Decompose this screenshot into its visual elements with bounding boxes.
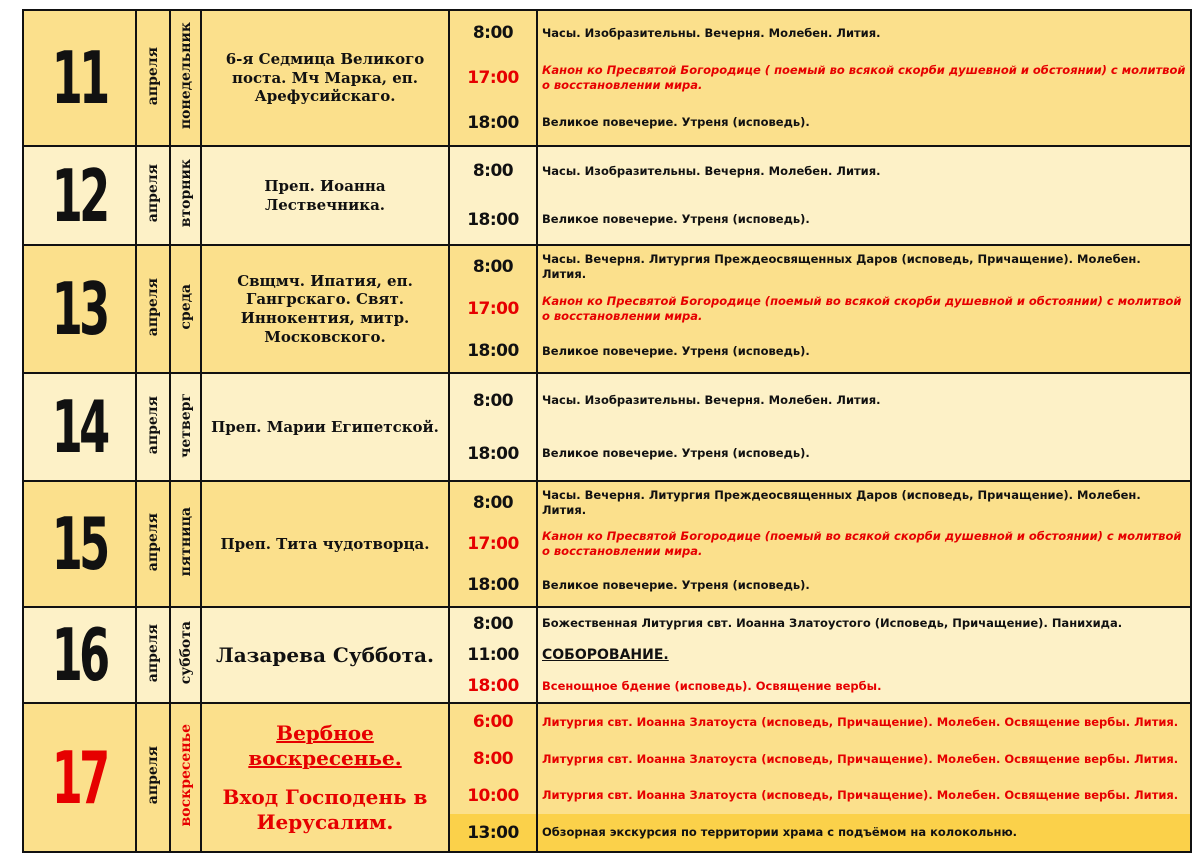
month-label: апреля — [145, 623, 161, 683]
service-desc: Часы. Изобразительны. Вечерня. Молебен. Лития. — [542, 393, 881, 408]
month-label: апреля — [145, 512, 161, 572]
weekday-label: понедельник — [177, 22, 194, 130]
saint-line: Московского. — [264, 327, 386, 346]
weekday-label: пятница — [177, 507, 194, 577]
month-label: апреля — [145, 164, 161, 223]
day-row-11 — [23, 10, 1191, 146]
service-time: 8:00 — [472, 257, 514, 277]
saint-cell — [201, 10, 449, 146]
service-desc: Великое повечерие. Утреня (исповедь). — [542, 212, 810, 227]
saint-line: Арефусийскаго. — [254, 87, 396, 106]
service-time: 18:00 — [467, 443, 519, 464]
day-row-15 — [23, 481, 1191, 607]
month-label: апреля — [145, 395, 161, 455]
date-number: 17 — [52, 735, 107, 820]
service-time: 18:00 — [467, 112, 519, 133]
service-time: 8:00 — [472, 390, 514, 411]
service-desc: Всенощное бдение (исповедь). Освящение вербы. — [542, 678, 882, 693]
service-desc: СОБОРОВАНИЕ. — [542, 646, 669, 663]
service-time: 10:00 — [467, 785, 519, 806]
month-label: апреля — [145, 46, 161, 106]
service-desc: Великое повечерие. Утреня (исповедь). — [542, 577, 810, 592]
service-time: 8:00 — [472, 161, 514, 182]
date-number: 16 — [52, 613, 107, 697]
date-number: 13 — [52, 267, 107, 351]
weekday-label: вторник — [177, 159, 194, 228]
service-time: 8:00 — [472, 613, 514, 634]
service-time: 17:00 — [467, 299, 519, 319]
saint-cell — [201, 703, 449, 852]
service-desc: Божественная Литургия свт. Иоанна Златоустого (Исповедь, Причащение). Панихида. — [542, 616, 1123, 631]
service-desc: Часы. Вечерня. Литургия Преждеосвященных Даров (исповедь, Причащение). Молебен. Лития. — [542, 487, 1141, 517]
date-number: 11 — [52, 36, 107, 120]
saint-cell — [201, 607, 449, 703]
weekday-label: четверг — [177, 392, 194, 458]
saint-line: Преп. Марии Египетской. — [211, 417, 439, 436]
service-time: 18:00 — [467, 575, 519, 596]
service-desc: Часы. Вечерня. Литургия Преждеосвященных Даров (исповедь, Причащение). Молебен. Лития. — [542, 252, 1141, 281]
date-number: 15 — [52, 502, 107, 586]
day-row-16 — [23, 607, 1191, 703]
saint-line: поста. Мч Марка, еп. — [232, 68, 418, 87]
feast-title: Вербное воскресенье. — [248, 720, 402, 770]
saint-line: Иннокентия, митр. — [240, 309, 410, 327]
saint-line: Гангрскаго. Свят. — [245, 290, 405, 309]
service-time: 8:00 — [472, 749, 514, 770]
service-time: 18:00 — [467, 209, 519, 230]
day-row-17 — [23, 703, 1191, 852]
saint-cell — [201, 146, 449, 245]
saint-line: Преп. Иоанна — [264, 176, 386, 195]
service-desc: Канон ко Пресвятой Богородице (поемый во всякой скорби душевной и обстоянии) с молитвой о восстановлении мира. — [542, 529, 1182, 558]
service-time: 18:00 — [467, 341, 519, 361]
service-time: 18:00 — [467, 676, 519, 697]
service-time: 13:00 — [467, 822, 519, 843]
saint-line: Лазарева Суббота. — [216, 642, 434, 667]
service-desc: Часы. Изобразительны. Вечерня. Молебен. Лития. — [542, 25, 881, 40]
service-time: 17:00 — [467, 68, 519, 88]
feast-subtitle: Вход Господень в Иерусалим. — [222, 784, 428, 834]
service-time: 8:00 — [472, 492, 514, 513]
service-desc: Литургия свт. Иоанна Златоуста (исповедь, Причащение). Молебен. Освящение вербы. Лития. — [542, 714, 1179, 729]
day-row-13 — [23, 245, 1191, 373]
service-desc: Литургия свт. Иоанна Златоуста (исповедь, Причащение). Молебен. Освящение вербы. Лития. — [542, 788, 1179, 803]
service-time: 8:00 — [472, 23, 514, 44]
saint-line: Лествечника. — [264, 195, 386, 214]
service-time: 11:00 — [467, 644, 519, 665]
date-number: 12 — [52, 153, 107, 238]
service-desc: Канон ко Пресвятой Богородице (поемый во всякой скорби душевной и обстоянии) с молитвой о восстановлении мира. — [542, 294, 1182, 323]
weekday-label: среда — [177, 284, 194, 330]
weekday-label: суббота — [177, 621, 194, 685]
schedule-table — [22, 9, 1192, 853]
service-time: 6:00 — [472, 712, 514, 733]
saint-line: Преп. Тита чудотворца. — [220, 534, 430, 553]
month-label: апреля — [145, 277, 161, 337]
service-desc: Часы. Изобразительны. Вечерня. Молебен. Лития. — [542, 163, 881, 178]
saint-line: 6-я Седмица Великого — [225, 49, 425, 68]
service-desc: Канон ко Пресвятой Богородице ( поемый во всякой скорби душевной и обстоянии) с молитвой о восстановлении мира. — [542, 63, 1186, 92]
day-row-12 — [23, 146, 1191, 245]
service-time: 17:00 — [467, 533, 519, 554]
service-desc: Великое повечерие. Утреня (исповедь). — [542, 446, 810, 461]
saint-cell — [201, 373, 449, 481]
service-desc: Литургия свт. Иоанна Златоуста (исповедь, Причащение). Молебен. Освящение вербы. Лития. — [542, 751, 1179, 766]
service-desc: Великое повечерие. Утреня (исповедь). — [542, 115, 810, 130]
date-number: 14 — [52, 385, 107, 469]
service-desc: Великое повечерие. Утреня (исповедь). — [542, 343, 810, 358]
weekday-label: воскресенье — [177, 724, 194, 827]
day-row-14 — [23, 373, 1191, 481]
saint-cell — [201, 245, 449, 373]
saint-line: Свщмч. Ипатия, еп. — [237, 271, 413, 290]
saint-cell — [201, 481, 449, 607]
month-label: апреля — [145, 746, 161, 805]
service-desc: Обзорная экскурсия по территории храма с подъёмом на колокольню. — [542, 825, 1018, 840]
